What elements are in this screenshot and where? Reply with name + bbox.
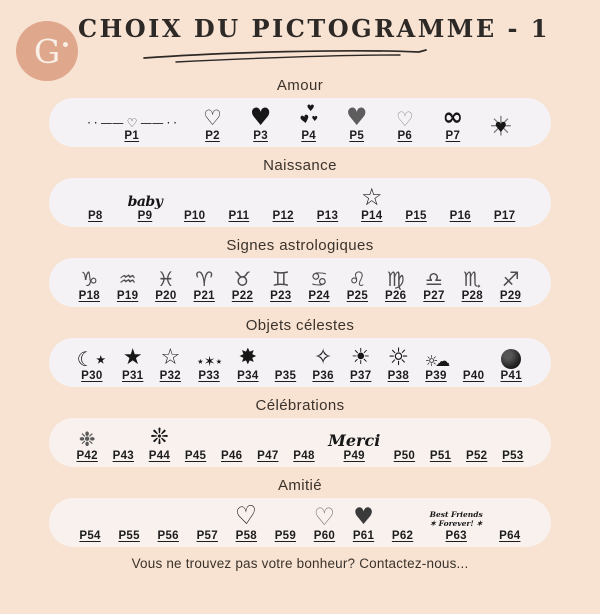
infinity-icon: ∞ xyxy=(442,101,464,131)
pictogram-cell xyxy=(183,183,207,222)
pictogram-label[interactable]: P12 xyxy=(272,209,294,222)
pictogram-cell xyxy=(465,423,489,462)
pictogram-cell xyxy=(493,183,517,222)
pictogram-label[interactable]: P25 xyxy=(346,289,369,302)
pictogram-label[interactable]: P48 xyxy=(293,449,315,462)
pictogram-cell xyxy=(315,183,339,222)
pictogram-label[interactable]: P17 xyxy=(493,209,516,222)
pictogram-label[interactable]: P53 xyxy=(502,449,524,462)
pictogram-label[interactable]: P60 xyxy=(313,529,336,542)
heart-pattern-icon: ♥ xyxy=(353,503,374,530)
pictogram-label[interactable]: P26 xyxy=(384,289,407,302)
pictogram-cell xyxy=(121,343,145,382)
pictogram-label[interactable]: P10 xyxy=(183,209,206,222)
footer-note: Vous ne trouvez pas votre bonheur? Contactez-nous... xyxy=(131,556,469,571)
full-moon-icon xyxy=(501,343,521,369)
pictogram-cell xyxy=(462,343,486,382)
pictogram-cell xyxy=(352,503,376,542)
pictogram-cell xyxy=(273,343,297,382)
pictogram-label[interactable]: P50 xyxy=(393,449,416,462)
pictogram-label[interactable]: P20 xyxy=(155,289,177,302)
pictogram-label[interactable]: P9 xyxy=(137,209,153,222)
pictogram-cell xyxy=(117,503,141,542)
section-amour xyxy=(0,77,600,147)
pictogram-row-celebrations xyxy=(49,418,551,467)
pictogram-cell xyxy=(345,263,369,302)
heart-brushstroke-icon: ♡ xyxy=(234,498,259,532)
pictogram-label[interactable]: P63 xyxy=(445,529,467,542)
pictogram-label[interactable]: P29 xyxy=(499,289,522,302)
pictogram-label[interactable]: P23 xyxy=(270,289,292,302)
section-objets-celestes xyxy=(0,317,600,387)
pictogram-cell xyxy=(448,183,472,222)
pictogram-cell xyxy=(269,263,293,302)
pictogram-cell xyxy=(499,343,523,382)
pictogram-cell xyxy=(498,503,522,542)
pictogram-cell xyxy=(75,423,99,462)
pictogram-label[interactable]: P45 xyxy=(184,449,207,462)
confetti-icon: ❉ xyxy=(78,426,96,451)
pictogram-cell xyxy=(430,503,483,542)
cancer-icon: ♋ xyxy=(310,266,329,291)
pictogram-cell xyxy=(307,263,331,302)
pictogram-label[interactable]: P43 xyxy=(112,449,134,462)
pisces-icon: ♓ xyxy=(156,266,175,291)
pictogram-cell xyxy=(297,103,321,142)
pictogram-label[interactable]: P33 xyxy=(198,369,220,382)
pictogram-label[interactable]: P37 xyxy=(350,369,372,382)
libra-icon: ♎ xyxy=(425,266,443,291)
heart-solid-icon: ♥ xyxy=(249,102,272,131)
pictogram-label[interactable]: P1 xyxy=(124,129,140,142)
pictogram-cell xyxy=(220,423,244,462)
pictogram-cell xyxy=(111,423,135,462)
section-title-amour: Amour xyxy=(276,77,324,94)
pictogram-cell xyxy=(158,343,182,382)
star-outline-icon: ☆ xyxy=(160,344,181,370)
pictogram-cell xyxy=(391,503,415,542)
pictogram-label[interactable]: P49 xyxy=(343,449,365,462)
pictogram-label[interactable]: P31 xyxy=(122,369,144,382)
pictogram-label[interactable]: P47 xyxy=(257,449,279,462)
pictogram-cell xyxy=(489,109,513,135)
pictogram-label[interactable]: P6 xyxy=(397,129,413,142)
pictogram-row-objets-celestes xyxy=(49,338,551,387)
pictogram-cell xyxy=(156,503,180,542)
baby-script-icon: baby xyxy=(127,193,163,210)
pictogram-cell xyxy=(234,498,259,542)
pictogram-label[interactable]: P13 xyxy=(316,209,339,222)
pictogram-label[interactable]: P15 xyxy=(405,209,427,222)
pictogram-label[interactable]: P24 xyxy=(308,289,330,302)
heart-sketch-icon: ♥ xyxy=(345,102,368,131)
pictogram-cell xyxy=(499,263,523,302)
pictogram-label[interactable]: P38 xyxy=(387,369,410,382)
pictogram-cell xyxy=(273,503,297,542)
sun-solid-icon: ☀ xyxy=(350,344,371,370)
pictogram-label[interactable]: P36 xyxy=(312,369,334,382)
scorpio-icon: ♏ xyxy=(463,266,482,291)
pictogram-label[interactable]: P2 xyxy=(205,129,220,142)
section-title-naissance: Naissance xyxy=(263,157,337,174)
pictogram-cell xyxy=(386,343,410,382)
pictogram-label[interactable]: P58 xyxy=(235,529,257,542)
pictogram-label[interactable]: P41 xyxy=(500,369,522,382)
pictogram-cell xyxy=(345,103,369,142)
pictogram-cell xyxy=(256,423,280,462)
pictogram-cell xyxy=(87,103,176,142)
merci-script-icon: Merci xyxy=(328,430,381,450)
pictogram-label[interactable]: P39 xyxy=(425,369,447,382)
pictogram-cell xyxy=(501,423,525,462)
section-title-signes-astrologiques: Signes astrologiques xyxy=(226,237,374,254)
virgo-icon: ♍ xyxy=(386,266,405,291)
page-title: CHOIX DU PICTOGRAMME - 1 xyxy=(78,14,550,43)
heart-outline-bold-icon: ♡ xyxy=(313,502,336,531)
pictogram-label[interactable]: P44 xyxy=(148,449,171,462)
pictogram-cell xyxy=(292,423,316,462)
pictogram-label[interactable]: P61 xyxy=(352,529,375,542)
pictogram-cell xyxy=(393,103,417,142)
pictogram-label[interactable]: P4 xyxy=(301,129,316,142)
pictogram-cell xyxy=(349,343,373,382)
pictogram-cell xyxy=(77,263,101,302)
pictogram-label[interactable]: P64 xyxy=(499,529,521,542)
pictogram-cell xyxy=(184,423,208,462)
pictogram-label[interactable]: P57 xyxy=(196,529,218,542)
pictogram-label[interactable]: P3 xyxy=(253,129,268,142)
pictogram-label[interactable]: P46 xyxy=(221,449,243,462)
pictogram-label[interactable]: P22 xyxy=(231,289,254,302)
pictogram-label[interactable]: P28 xyxy=(461,289,483,302)
pictogram-cell xyxy=(201,103,225,142)
pictogram-label[interactable]: P21 xyxy=(193,289,215,302)
pictogram-label[interactable]: P51 xyxy=(429,449,452,462)
section-title-objets-celestes: Objets célestes xyxy=(245,317,355,334)
pictogram-label[interactable]: P11 xyxy=(228,209,250,222)
pictogram-cell xyxy=(460,263,484,302)
star-solid-icon: ★ xyxy=(122,344,143,370)
pictogram-cell xyxy=(424,343,448,382)
pictogram-label[interactable]: P34 xyxy=(237,369,259,382)
pictogram-row-signes-astrologiques xyxy=(49,258,551,307)
sun-cloud-icon: ☼☁ xyxy=(424,351,448,370)
gemini-icon: ♊ xyxy=(271,266,290,291)
pictogram-label[interactable]: P55 xyxy=(118,529,140,542)
section-signes-astrologiques xyxy=(0,237,600,307)
best-friends-forever-icon: Best Friends ✶ Forever! ✶ xyxy=(429,509,483,529)
section-amitie xyxy=(0,477,600,547)
heart-dash-divider-icon: · · —— ♡ —— · · xyxy=(87,115,177,130)
brand-letter: G xyxy=(33,31,61,71)
pictogram-cell xyxy=(404,183,428,222)
pictogram-cell xyxy=(196,343,222,382)
pictogram-label[interactable]: P42 xyxy=(76,449,98,462)
pictogram-cell xyxy=(311,343,335,382)
pictogram-label[interactable]: P52 xyxy=(466,449,488,462)
pictogram-label[interactable]: P8 xyxy=(87,209,103,222)
stars-cluster-icon: ⋆✶⋆ xyxy=(195,353,223,370)
pictogram-label[interactable]: P16 xyxy=(449,209,472,222)
pictogram-cell xyxy=(422,263,446,302)
aquarius-icon: ♒ xyxy=(118,266,137,291)
pictogram-label[interactable]: P30 xyxy=(81,369,103,382)
sagittarius-icon: ♐ xyxy=(501,266,520,291)
pictogram-cell xyxy=(392,423,416,462)
pictogram-cell xyxy=(360,183,384,222)
star-face-icon: ☆ xyxy=(361,182,383,211)
pictogram-label[interactable]: P18 xyxy=(78,289,100,302)
pictogram-cell xyxy=(195,503,219,542)
pictogram-label[interactable]: P14 xyxy=(361,209,383,222)
pictogram-cell xyxy=(230,263,254,302)
section-title-celebrations: Célébrations xyxy=(255,397,345,414)
pictogram-cell xyxy=(128,183,163,222)
heart-sunburst-outline-icon: ♡ xyxy=(203,105,222,130)
fireworks-icon: ❊ xyxy=(150,424,169,450)
pictogram-cell xyxy=(441,103,465,142)
pictogram-cell xyxy=(429,423,453,462)
pictogram-label[interactable]: P19 xyxy=(116,289,139,302)
pictogram-label[interactable]: P32 xyxy=(159,369,182,382)
capricorn-icon: ♑ xyxy=(80,266,99,291)
hearts-scatter-icon: ♥ ♥ ♥ xyxy=(298,103,318,127)
pictogram-label[interactable]: P27 xyxy=(423,289,445,302)
pictogram-cell xyxy=(312,503,336,542)
pictogram-cell xyxy=(249,103,273,142)
pictogram-label[interactable]: P59 xyxy=(274,529,297,542)
pictogram-label[interactable]: P56 xyxy=(157,529,179,542)
crescent-moon-stars-icon: ☾⋆ xyxy=(76,346,108,371)
pictogram-label[interactable]: P40 xyxy=(462,369,485,382)
pictogram-cell xyxy=(77,343,107,382)
heart-doodle-icon: ♡ xyxy=(395,106,414,131)
sun-outline-icon: ☼ xyxy=(387,342,410,371)
pictogram-cell xyxy=(384,263,408,302)
pictogram-cell xyxy=(271,183,295,222)
pictogram-cell xyxy=(328,423,380,462)
pictogram-label[interactable]: P54 xyxy=(79,529,101,542)
section-title-amitie: Amitié xyxy=(277,477,323,494)
pictogram-label[interactable]: P62 xyxy=(391,529,414,542)
pictogram-row-amour xyxy=(49,98,551,147)
pictogram-cell xyxy=(227,183,251,222)
section-naissance xyxy=(0,157,600,227)
pictogram-cell xyxy=(154,263,178,302)
north-star-icon: ✧ xyxy=(313,344,333,370)
pictogram-row-amitie xyxy=(49,498,551,547)
starburst-icon: ✸ xyxy=(238,344,258,370)
section-celebrations xyxy=(0,397,600,467)
pictogram-cell xyxy=(192,263,216,302)
pictogram-label[interactable]: P5 xyxy=(349,129,365,142)
heart-radiant-icon: ✳ ♥ xyxy=(495,109,508,135)
pictogram-label[interactable]: P7 xyxy=(445,129,461,142)
pictogram-cell xyxy=(78,503,102,542)
pictogram-row-naissance xyxy=(49,178,551,227)
pictogram-cell xyxy=(116,263,140,302)
taurus-icon: ♉ xyxy=(233,266,252,291)
pictogram-cell xyxy=(83,183,107,222)
pictogram-label[interactable]: P35 xyxy=(274,369,297,382)
pictogram-cell xyxy=(147,423,171,462)
leo-icon: ♌ xyxy=(348,266,367,291)
aries-icon: ♈ xyxy=(195,266,214,291)
title-underline-doodle xyxy=(136,47,436,64)
sections xyxy=(0,77,600,547)
pictogram-cell xyxy=(236,343,260,382)
